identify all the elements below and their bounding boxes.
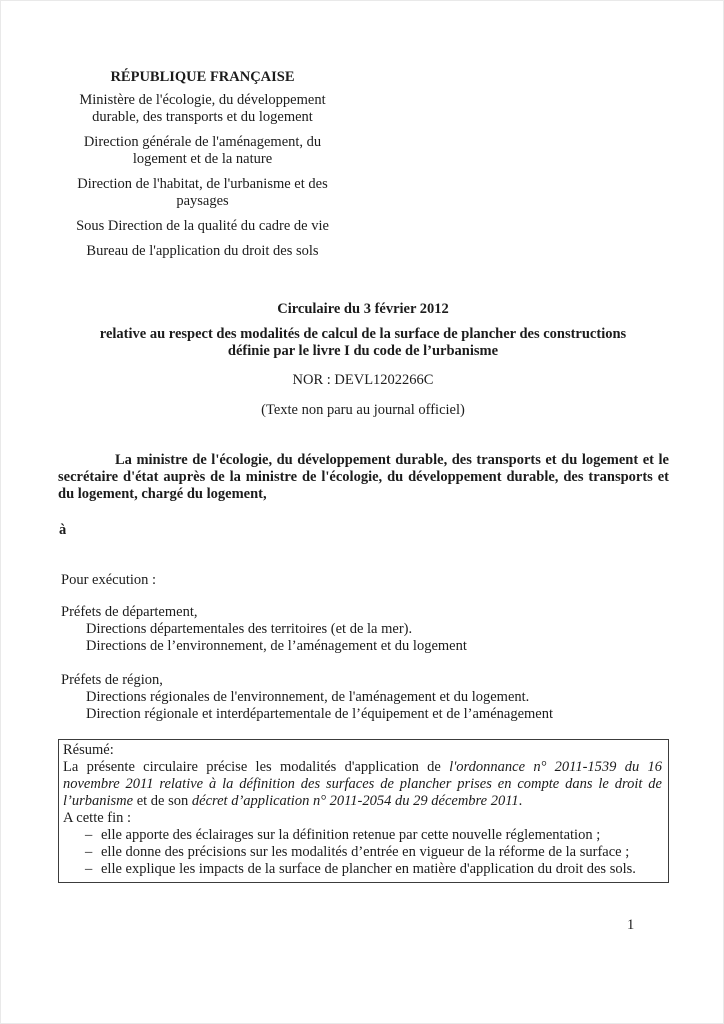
region-group (61, 672, 669, 723)
resume-box (58, 739, 669, 883)
direction-habitat-block (58, 176, 347, 210)
recipients-section (61, 572, 669, 723)
circulaire-title: Circulaire du 3 février 2012 (277, 301, 449, 317)
prefets-region-line: Préfets de région, (61, 672, 163, 688)
dash-marker: – (85, 827, 93, 843)
sous-direction-line: Sous Direction de la qualité du cadre de vie (76, 218, 329, 234)
page-number: 1 (627, 917, 635, 933)
directions-regionales-line: Directions régionales de l'environnement, de l'aménagement et du logement. (86, 689, 530, 705)
departement-group (61, 604, 669, 655)
republique-line: RÉPUBLIQUE FRANÇAISE (110, 69, 295, 85)
resume-bullet-2-text: elle donne des précisions sur les modalités d’entrée en vigueur de la réforme de la surface ; (101, 844, 630, 860)
bureau-line: Bureau de l'application du droit des sols (86, 243, 319, 259)
resume-text-normal-3: . (518, 793, 523, 809)
pour-execution-label: Pour exécution : (61, 572, 157, 588)
resume-bullet-3-text: elle explique les impacts de la surface de plancher en matière d'application du droit des sols. (101, 861, 636, 877)
resume-bullet-3 (63, 861, 662, 878)
ministry-block (58, 92, 347, 126)
publication-note: (Texte non paru au journal officiel) (261, 402, 465, 418)
ministry-line-1: Ministère de l'écologie, du développement (79, 92, 326, 108)
direction-generale-line-2: logement et de la nature (132, 151, 273, 167)
direction-generale-line-1: Direction générale de l'aménagement, du (83, 134, 322, 150)
ministry-line-2: durable, des transports et du logement (92, 109, 313, 125)
circulaire-subtitle-line-1: relative au respect des modalités de calcul de la surface de plancher des constructions (99, 326, 627, 342)
prefets-departement-line: Préfets de département, (61, 604, 198, 620)
resume-text-normal-1: La présente circulaire précise les modalités d'application de (63, 759, 450, 775)
resume-text-italic-2: décret d’application n° 2011-2054 du 29 décembre 2011 (191, 793, 519, 809)
circulaire-subtitle-line-2: définie par le livre I du code de l’urbanisme (227, 343, 499, 359)
direction-generale-block (58, 134, 347, 168)
resume-text-italic-1: l'ordonnance n° 2011-1539 du 16 novembre 2011 relative à la définition des surfaces de plancher prises en compte dans le droit de l’urbanisme (63, 759, 662, 809)
resume-paragraph (63, 759, 662, 810)
resume-bullet-1 (63, 827, 662, 844)
directions-environnement-line: Directions de l’environnement, de l’aménagement et du logement (86, 638, 467, 654)
direction-interdepartementale-line: Direction régionale et interdépartementale de l’équipement et de l’aménagement (86, 706, 554, 722)
dash-marker: – (85, 861, 93, 877)
a-cette-fin-label: A cette fin : (63, 810, 132, 826)
resume-bullet-1-text: elle apporte des éclairages sur la définition retenue par cette nouvelle réglementation ; (101, 827, 601, 843)
direction-habitat-line-2: paysages (176, 193, 229, 209)
title-block (58, 301, 668, 419)
resume-label: Résumé: (63, 742, 114, 758)
agency-header (58, 69, 347, 268)
a-word: à (59, 522, 67, 538)
resume-text-normal-2: et de son (133, 793, 192, 809)
nor-reference: NOR : DEVL1202266C (292, 372, 434, 388)
ministers-paragraph: La ministre de l'écologie, du développement durable, des transports et du logement et le secrétaire d'état auprès de la ministre de l'écologie, du développement durable, des transports et du logement, chargé du logement, (58, 452, 669, 502)
directions-departementales-line: Directions départementales des territoires (et de la mer). (86, 621, 413, 637)
resume-bullet-2 (63, 844, 662, 861)
dash-marker: – (85, 844, 93, 860)
direction-habitat-line-1: Direction de l'habitat, de l'urbanisme et des (77, 176, 328, 192)
